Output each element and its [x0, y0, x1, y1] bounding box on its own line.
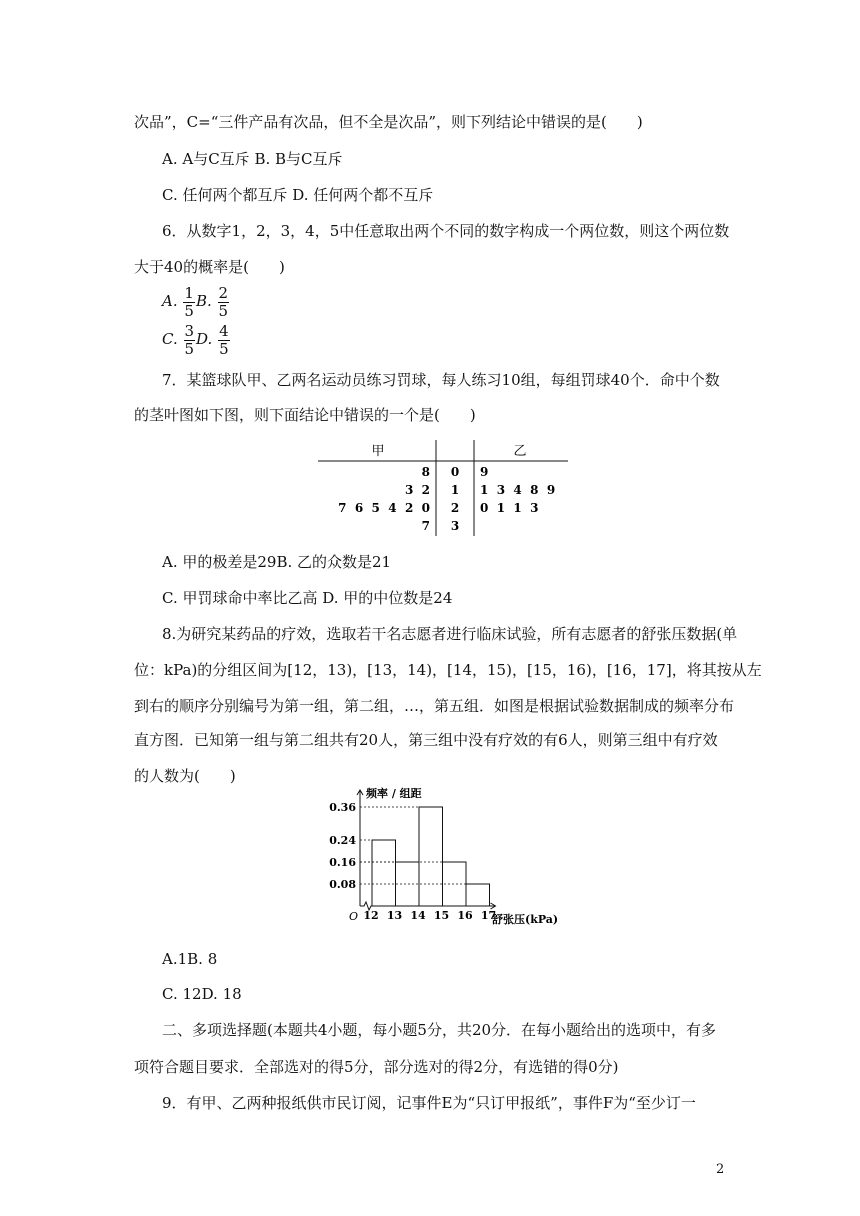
stem-row-left: 7: [421, 519, 430, 533]
stem-left-header: 甲: [371, 444, 385, 459]
x-tick-label: 17: [480, 909, 497, 922]
page-number: 2: [716, 1162, 725, 1177]
histogram-bar: [419, 807, 443, 906]
stem-row-stem: 0: [450, 465, 460, 479]
x-tick-label: 15: [433, 909, 450, 922]
x-tick-label: 13: [386, 909, 403, 922]
fraction-a: [183, 285, 195, 320]
option-c-label: C.: [162, 330, 178, 348]
histogram-bar: [466, 884, 490, 906]
question5-options-cd: C. 任何两个都互斥 D. 任何两个都不互斥: [162, 186, 434, 204]
histogram-y-label: 频率 / 组距: [366, 787, 422, 800]
question6-line2: 大于40的概率是( ): [134, 258, 285, 276]
fraction-d-num: 4: [219, 321, 229, 340]
stem-row-stem: 3: [450, 519, 460, 533]
histogram-x-ticks: [363, 909, 496, 922]
fraction-d-den: 5: [219, 339, 229, 358]
fraction-b-num: 2: [218, 283, 229, 302]
x-tick-label: 14: [410, 909, 426, 922]
question8-line5: 的人数为( ): [134, 767, 236, 785]
question8-options-cd: C. 12D. 18: [162, 985, 242, 1003]
stem-leaf-plot: [318, 440, 578, 536]
y-tick-label: 0.36: [329, 801, 356, 814]
stem-row-right: 1 3 4 8 9: [480, 483, 556, 497]
question8-options-ab: A.1B. 8: [162, 950, 218, 968]
stem-row-left: 8: [421, 465, 430, 479]
histogram-bar: [443, 862, 467, 906]
section2-heading-line2: 项符合题目要求．全部选对的得5分，部分选对的得2分，有选错的得0分): [134, 1058, 619, 1076]
stem-row-right: 0 1 1 3: [480, 501, 539, 515]
y-tick-label: 0.24: [329, 834, 356, 847]
question6-options-cd: [162, 322, 231, 358]
question9-line1: 9．有甲、乙两种报纸供市民订阅，记事件E为“只订甲报纸”，事件F为“至少订一: [162, 1094, 696, 1112]
fraction-a-den: 5: [184, 301, 194, 320]
stem-row-left: 7 6 5 4 2 0: [338, 501, 430, 515]
histogram-y-ticks: [329, 801, 356, 891]
stem-row-stem: 2: [450, 501, 460, 515]
x-tick-label: 16: [457, 909, 473, 922]
y-tick-label: 0.08: [329, 878, 356, 891]
fraction-c-num: 3: [184, 321, 195, 340]
question5-stem-end: 次品”，C=“三件产品有次品，但不全是次品”，则下列结论中错误的是( ): [134, 113, 643, 131]
histogram-bar: [372, 840, 396, 906]
histogram-axes: [357, 790, 496, 910]
fraction-a-num: 1: [184, 283, 194, 302]
option-b-label: B.: [195, 292, 212, 310]
question7-line1: 7．某篮球队甲、乙两名运动员练习罚球，每人练习10组，每组罚球40个．命中个数: [162, 371, 720, 389]
question8-line3: 到右的顺序分别编号为第一组，第二组，…，第五组．如图是根据试验数据制成的频率分布: [134, 697, 735, 715]
fraction-b: [218, 285, 230, 320]
fraction-b-den: 5: [218, 301, 229, 320]
histogram-x-label: 舒张压(kPa): [492, 913, 559, 926]
question8-line2: 位：kPa)的分组区间为[12，13)，[13，14)，[14，15)，[15，16)，[16，17]，将其按从左: [134, 661, 762, 679]
histogram-guides: [360, 807, 466, 884]
stem-row-right: 9: [480, 465, 489, 479]
frequency-histogram: [326, 784, 566, 932]
fraction-c-den: 5: [184, 339, 195, 358]
question8-line4: 直方图．已知第一组与第二组共有20人，第三组中没有疗效的有6人，则第三组中有疗效: [134, 731, 718, 749]
question8-line1: 8.为研究某药品的疗效，选取若干名志愿者进行临床试验，所有志愿者的舒张压数据(单: [162, 625, 738, 643]
y-tick-label: 0.16: [329, 856, 356, 869]
histogram-bars: [372, 807, 490, 906]
question6-options-ab: [162, 284, 230, 320]
question7-line2: 的茎叶图如下图，则下面结论中错误的一个是( ): [134, 406, 476, 424]
section2-heading-line1: 二、多项选择题(本题共4小题，每小题5分，共20分．在每小题给出的选项中，有多: [162, 1021, 717, 1039]
fraction-d: [218, 323, 230, 358]
x-tick-label: 12: [363, 909, 379, 922]
stem-row-left: 3 2: [404, 483, 430, 497]
stem-row-stem: 1: [450, 483, 460, 497]
fraction-c: [184, 323, 196, 358]
option-d-label: D.: [196, 330, 213, 348]
option-a-label: A.: [162, 292, 178, 310]
question5-options-ab: A. A与C互斥 B. B与C互斥: [162, 150, 343, 168]
question7-options-cd: C. 甲罚球命中率比乙高 D. 甲的中位数是24: [162, 589, 453, 607]
histogram-bar: [396, 862, 420, 906]
question6-line1: 6．从数字1，2，3，4，5中任意取出两个不同的数字构成一个两位数，则这个两位数: [162, 222, 730, 240]
stem-right-header: 乙: [513, 444, 527, 459]
histogram-origin: O: [349, 910, 359, 923]
question7-options-ab: A. 甲的极差是29B. 乙的众数是21: [162, 553, 392, 571]
